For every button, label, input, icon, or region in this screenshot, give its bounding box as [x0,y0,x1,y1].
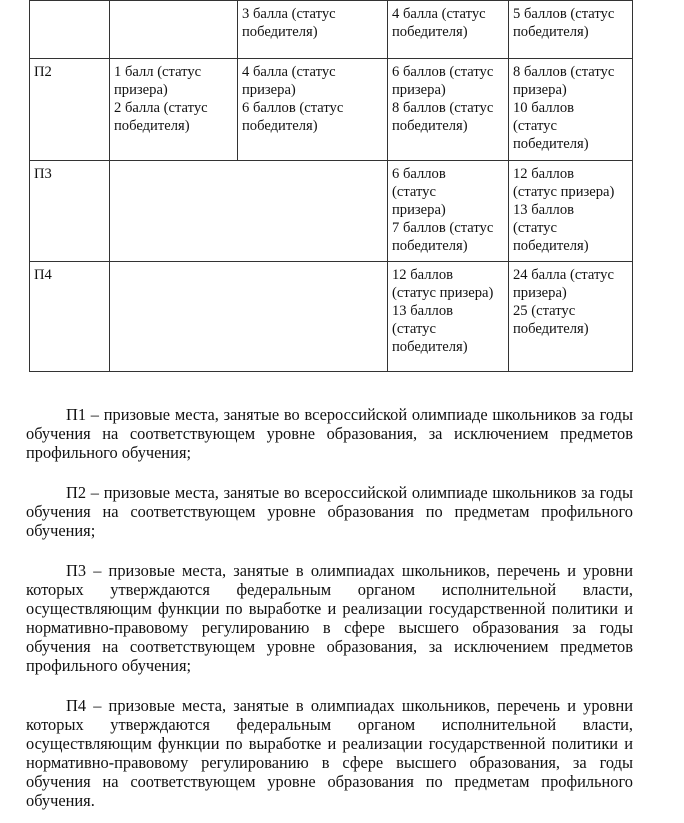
definition-p4: П4 – призовые места, занятые в олимпиадах школьников, перечень и уровни которых утверждаются федеральным органом исполнительной власти, осуществляющим функции по выработке и реализации государственной политики и нормативно-правовому регулированию в сфере высшего образования, за годы обучения на соответствующем уровне образования по предметам профильного обучения. [26,696,633,810]
table-cell-code: П3 [30,161,110,262]
table-row [30,59,633,161]
definition-p2: П2 – призовые места, занятые во всероссийской олимпиаде школьников за годы обучения на соответствующем уровне образования по предметам профильного обучения; [26,483,633,540]
table-cell-merged-empty [110,262,388,372]
table-cell: 5 баллов (статус победителя) [509,1,633,59]
table-cell: 3 балла (статус победителя) [238,1,388,59]
table-cell: 8 баллов (статус призера) 10 баллов (статус победителя) [509,59,633,161]
table-row [30,1,633,59]
definition-p1: П1 – призовые места, занятые во всероссийской олимпиаде школьников за годы обучения на соответствующем уровне образования, за исключением предметов профильного обучения; [26,405,633,462]
table-cell: 12 баллов (статус призера) 13 баллов (статус победителя) [388,262,509,372]
table-cell: 1 балл (статус призера) 2 балла (статус победителя) [110,59,238,161]
table-cell [110,1,238,59]
table-cell-code: П2 [30,59,110,161]
table-cell-merged-empty [110,161,388,262]
table-cell: 12 баллов (статус призера) 13 баллов (статус победителя) [509,161,633,262]
table-cell: 4 балла (статус победителя) [388,1,509,59]
table-row [30,262,633,372]
table-cell: 4 балла (статус призера) 6 баллов (статус победителя) [238,59,388,161]
table-cell-code [30,1,110,59]
table-cell: 24 балла (статус призера) 25 (статус победителя) [509,262,633,372]
definitions-text [26,405,633,810]
table-cell-code: П4 [30,262,110,372]
table-row [30,161,633,262]
table-cell: 6 баллов (статус призера) 8 баллов (статус победителя) [388,59,509,161]
table-cell: 6 баллов (статус призера) 7 баллов (статус победителя) [388,161,509,262]
definition-p3: П3 – призовые места, занятые в олимпиадах школьников, перечень и уровни которых утверждаются федеральным органом исполнительной власти, осуществляющим функции по выработке и реализации государственной политики и нормативно-правовому регулированию в сфере высшего образования за годы обучения на соответствующем уровне образования, за исключением предметов профильного обучения; [26,561,633,675]
scores-table [29,0,633,372]
